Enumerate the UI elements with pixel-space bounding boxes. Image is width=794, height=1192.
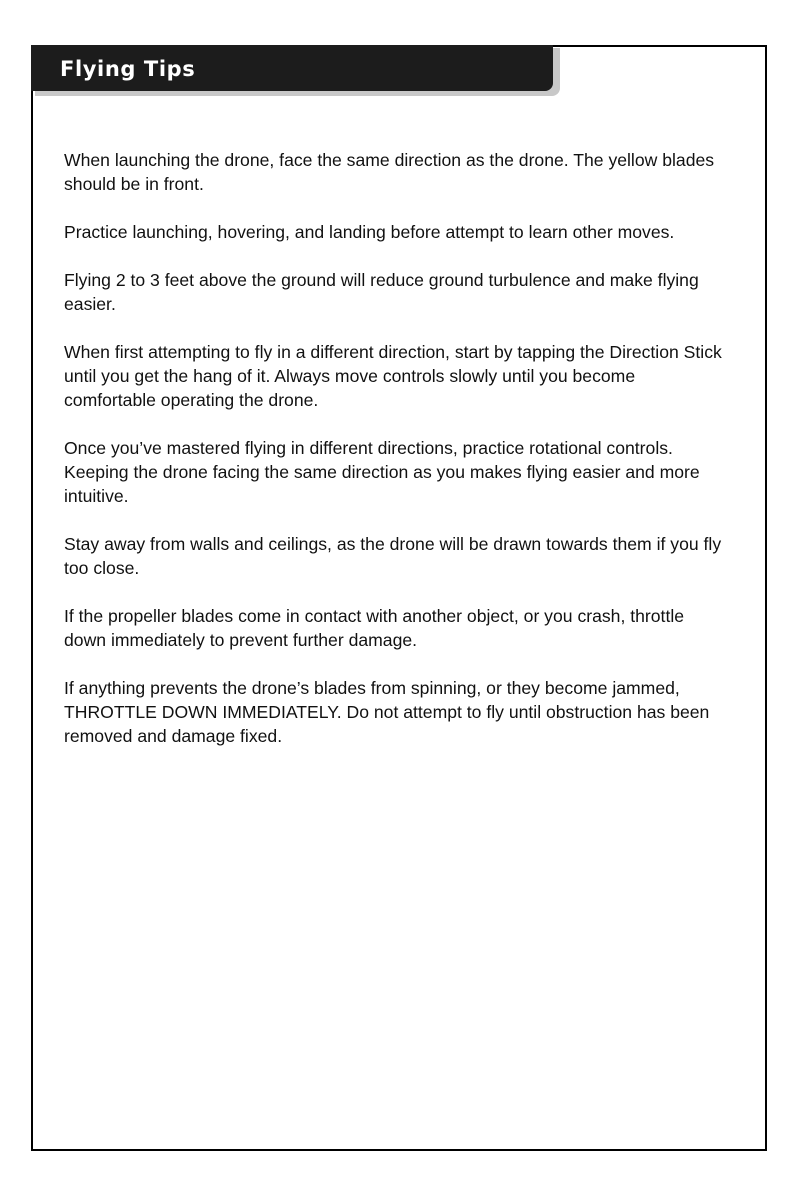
tip-item: Stay away from walls and ceilings, as the drone will be drawn towards them if you fly too close. — [64, 534, 722, 578]
tips-list — [64, 148, 729, 772]
tip-item: If anything prevents the drone’s blades from spinning, or they become jammed, THROTTLE DOWN IMMEDIATELY. Do not attempt to fly until obstruction has been removed and damage fixed. — [64, 678, 710, 746]
tip-item: When first attempting to fly in a different direction, start by tapping the Direction Stick until you get the hang of it. Always move controls slowly until you become comfortable operating the drone. — [64, 342, 722, 410]
tip-item: Once you’ve mastered flying in different directions, practice rotational controls. Keeping the drone facing the same direction as you makes flying easier and more intuitive. — [64, 438, 700, 506]
section-title: Flying Tips — [60, 57, 196, 81]
tip-item: When launching the drone, face the same direction as the drone. The yellow blades should be in front. — [64, 150, 715, 194]
tip-item: If the propeller blades come in contact with another object, or you crash, throttle down immediately to prevent further damage. — [64, 606, 685, 650]
tip-item: Practice launching, hovering, and landing before attempt to learn other moves. — [64, 222, 675, 242]
tip-item: Flying 2 to 3 feet above the ground will reduce ground turbulence and make flying easier. — [64, 270, 699, 314]
